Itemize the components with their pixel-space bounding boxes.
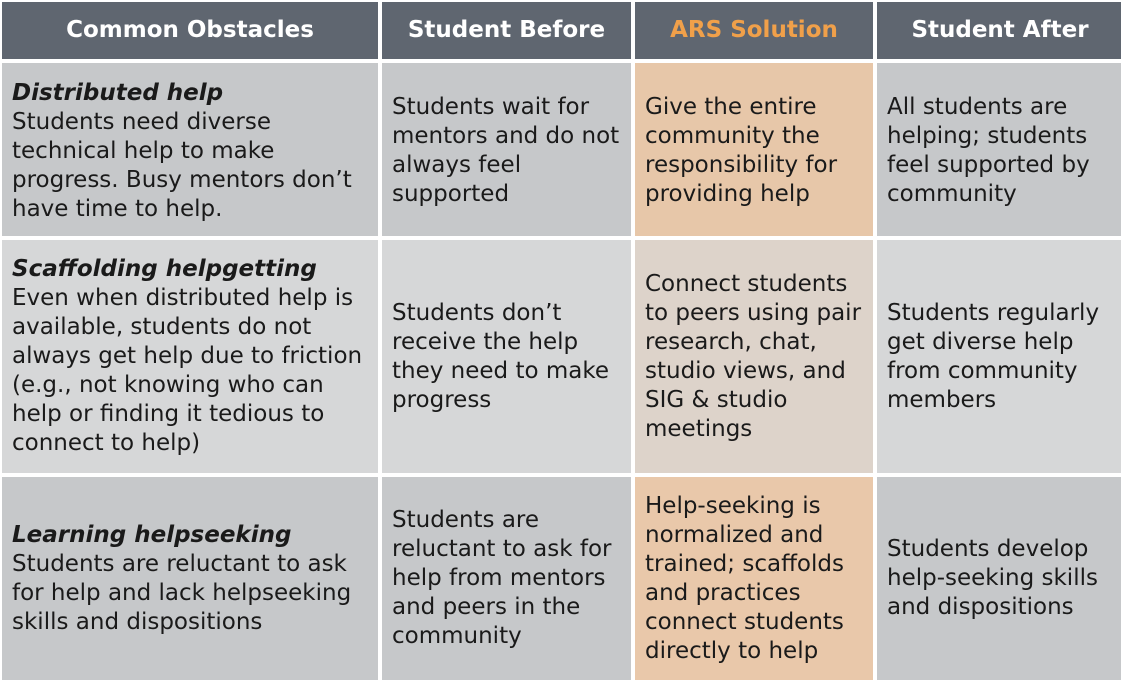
before-cell-1: Students wait for mentors and do not always feel supported: [382, 63, 631, 236]
after-cell-1: All students are helping; students feel supported by community: [877, 63, 1121, 236]
after-cell-3: Students develop help-seeking skills and dispositions: [877, 477, 1121, 680]
before-cell-2: Students don’t receive the help they need to make progress: [382, 240, 631, 473]
header-student-after: Student After: [877, 2, 1121, 59]
after-cell-2: Students regularly get diverse help from community members: [877, 240, 1121, 473]
obstacle-cell-3: [2, 477, 378, 680]
header-ars-solution: ARS Solution: [635, 2, 873, 59]
obstacle-description: Students are reluctant to ask for help and lack helpseeking skills and dispositions: [12, 550, 359, 635]
obstacle-title: Learning helpseeking: [12, 521, 292, 548]
solution-cell-2: Connect students to peers using pair research, chat, studio views, and SIG & studio meetings: [635, 240, 873, 473]
solution-cell-3: Help-seeking is normalized and trained; scaffolds and practices connect students directly to help: [635, 477, 873, 680]
obstacles-table: [2, 2, 1119, 680]
before-cell-3: Students are reluctant to ask for help from mentors and peers in the community: [382, 477, 631, 680]
obstacle-cell-1: [2, 63, 378, 236]
obstacle-cell-2: [2, 240, 378, 473]
obstacle-description: Students need diverse technical help to make progress. Busy mentors don’t have time to help.: [12, 109, 360, 222]
obstacle-title: Scaffolding helpgetting: [12, 256, 317, 282]
header-student-before: Student Before: [382, 2, 631, 59]
header-common-obstacles: Common Obstacles: [2, 2, 378, 59]
obstacle-description: Even when distributed help is available, students do not always get help due to friction (e.g., not knowing who can help or finding it tedious to connect to help): [12, 285, 370, 456]
obstacle-title: Distributed help: [12, 80, 224, 106]
solution-cell-1: Give the entire community the responsibility for providing help: [635, 63, 873, 236]
